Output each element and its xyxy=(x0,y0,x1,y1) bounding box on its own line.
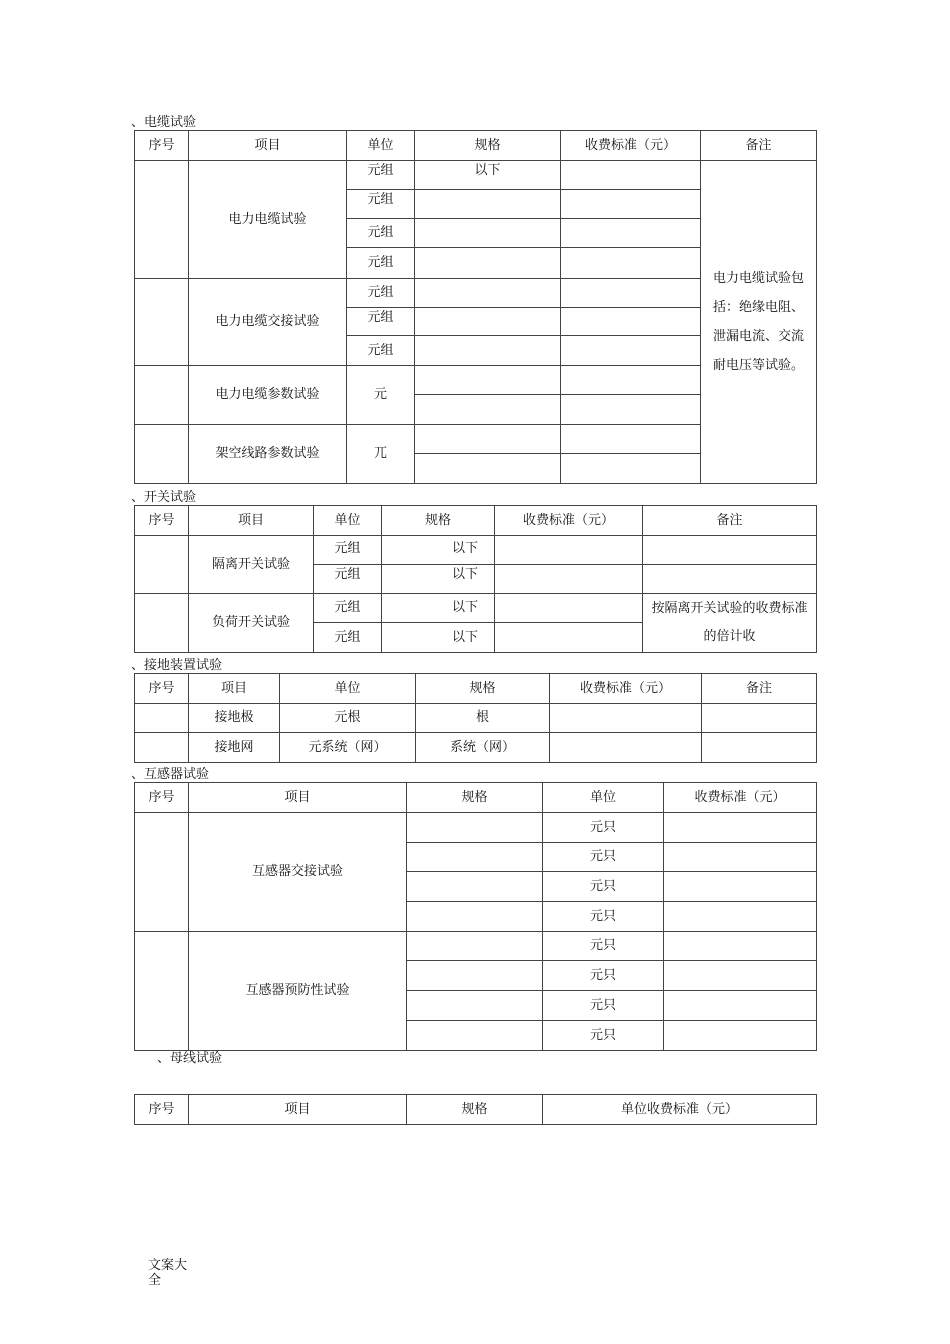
header-item: 项目 xyxy=(189,1095,407,1125)
fee-cell xyxy=(664,932,817,961)
spec-cell xyxy=(407,932,543,961)
spec-cell: 以下 xyxy=(382,536,495,565)
fee-cell xyxy=(561,279,701,308)
spec-cell xyxy=(415,366,561,395)
cable-test-table xyxy=(134,130,817,484)
ground-test-table xyxy=(134,673,817,763)
item-cell: 架空线路参数试验 xyxy=(189,425,347,484)
fee-cell xyxy=(664,1021,817,1051)
item-cell: 接地极 xyxy=(189,704,280,733)
header-spec: 规格 xyxy=(415,131,561,161)
unit-cell: 元组 xyxy=(347,219,415,248)
section-title-ground: 、接地装置试验 xyxy=(131,658,223,673)
item-cell: 电力电缆试验 xyxy=(189,161,347,279)
header-item: 项目 xyxy=(189,506,314,536)
header-unit: 单位 xyxy=(314,506,382,536)
item-cell: 电力电缆交接试验 xyxy=(189,279,347,366)
item-cell: 互感器交接试验 xyxy=(189,813,407,932)
table-row xyxy=(135,161,817,190)
spec-cell xyxy=(415,190,561,219)
unit-cell: 元组 xyxy=(347,279,415,308)
table-header-row xyxy=(135,131,817,161)
header-spec: 规格 xyxy=(407,783,543,813)
note-cell xyxy=(702,704,817,733)
unit-cell: 元根 xyxy=(280,704,416,733)
item-cell: 电力电缆参数试验 xyxy=(189,366,347,425)
unit-cell: 元只 xyxy=(543,991,664,1021)
note-cell: 电力电缆试验包括：绝缘电阻、泄漏电流、交流耐电压等试验。 xyxy=(701,161,817,484)
unit-cell: 元系统（网） xyxy=(280,733,416,763)
header-item: 项目 xyxy=(189,131,347,161)
table-header-row xyxy=(135,783,817,813)
header-note: 备注 xyxy=(702,674,817,704)
fee-cell xyxy=(664,843,817,872)
fee-cell xyxy=(561,454,701,484)
index-cell xyxy=(135,813,189,932)
spec-cell xyxy=(415,248,561,279)
table-row xyxy=(135,733,817,763)
unit-cell: 元只 xyxy=(543,813,664,843)
section-title-switch: 、开关试验 xyxy=(131,490,197,505)
fee-cell xyxy=(664,961,817,991)
spec-cell: 系统（网） xyxy=(416,733,550,763)
index-cell xyxy=(135,366,189,425)
switch-test-table xyxy=(134,505,817,653)
unit-cell: 元 xyxy=(347,366,415,425)
fee-cell xyxy=(561,219,701,248)
note-cell xyxy=(702,733,817,763)
unit-cell: 元只 xyxy=(543,1021,664,1051)
header-fee: 收费标准（元） xyxy=(561,131,701,161)
header-unit: 单位 xyxy=(280,674,416,704)
header-note: 备注 xyxy=(643,506,817,536)
spec-cell: 以下 xyxy=(382,594,495,623)
fee-cell xyxy=(495,565,643,594)
spec-cell xyxy=(415,336,561,366)
spec-cell xyxy=(415,425,561,454)
fee-cell xyxy=(561,248,701,279)
unit-cell: 元组 xyxy=(347,308,415,336)
index-cell xyxy=(135,594,189,653)
table-header-row xyxy=(135,506,817,536)
spec-cell: 以下 xyxy=(382,623,495,653)
fee-cell xyxy=(550,704,702,733)
spec-cell xyxy=(407,813,543,843)
table-row xyxy=(135,536,817,565)
header-fee: 收费标准（元） xyxy=(664,783,817,813)
header-fee: 收费标准（元） xyxy=(495,506,643,536)
table-row xyxy=(135,813,817,843)
index-cell xyxy=(135,161,189,279)
header-unit: 单位 xyxy=(543,783,664,813)
unit-cell: 元只 xyxy=(543,872,664,902)
index-cell xyxy=(135,425,189,484)
index-cell xyxy=(135,704,189,733)
index-cell xyxy=(135,932,189,1051)
unit-cell: 元只 xyxy=(543,843,664,872)
header-index: 序号 xyxy=(135,1095,189,1125)
unit-cell: 元只 xyxy=(543,902,664,932)
header-note: 备注 xyxy=(701,131,817,161)
fee-cell xyxy=(561,336,701,366)
transformer-test-table xyxy=(134,782,817,1051)
header-index: 序号 xyxy=(135,131,189,161)
fee-cell xyxy=(561,161,701,190)
fee-cell xyxy=(664,813,817,843)
spec-cell: 以下 xyxy=(415,161,561,190)
header-spec: 规格 xyxy=(407,1095,543,1125)
spec-cell xyxy=(407,1021,543,1051)
fee-cell xyxy=(561,425,701,454)
unit-cell: 元组 xyxy=(347,161,415,190)
fee-cell xyxy=(550,733,702,763)
spec-cell xyxy=(415,219,561,248)
header-fee: 收费标准（元） xyxy=(550,674,702,704)
fee-cell xyxy=(561,190,701,219)
header-spec: 规格 xyxy=(382,506,495,536)
item-cell: 互感器预防性试验 xyxy=(189,932,407,1051)
spec-cell: 根 xyxy=(416,704,550,733)
busbar-test-table xyxy=(134,1094,817,1125)
fee-cell xyxy=(561,366,701,395)
index-cell xyxy=(135,279,189,366)
spec-cell xyxy=(407,902,543,932)
spec-cell xyxy=(407,843,543,872)
spec-cell xyxy=(407,872,543,902)
fee-cell xyxy=(561,308,701,336)
unit-cell: 元组 xyxy=(314,623,382,653)
fee-cell xyxy=(664,991,817,1021)
fee-cell xyxy=(495,594,643,623)
section-title-busbar: 、母线试验 xyxy=(157,1051,223,1066)
note-cell xyxy=(643,565,817,594)
item-cell: 接地网 xyxy=(189,733,280,763)
table-row xyxy=(135,932,817,961)
table-row xyxy=(135,704,817,733)
spec-cell xyxy=(407,991,543,1021)
index-cell xyxy=(135,536,189,594)
table-header-row xyxy=(135,1095,817,1125)
header-spec: 规格 xyxy=(416,674,550,704)
header-unit: 单位 xyxy=(347,131,415,161)
item-cell: 隔离开关试验 xyxy=(189,536,314,594)
spec-cell xyxy=(407,961,543,991)
item-cell: 负荷开关试验 xyxy=(189,594,314,653)
fee-cell xyxy=(664,902,817,932)
fee-cell xyxy=(561,395,701,425)
header-unit-fee: 单位收费标准（元） xyxy=(543,1095,817,1125)
footer-text: 文案大全 xyxy=(148,1258,188,1288)
unit-cell: 兀 xyxy=(347,425,415,484)
spec-cell xyxy=(415,308,561,336)
unit-cell: 元组 xyxy=(347,248,415,279)
note-cell: 按隔离开关试验的收费标准的倍计收 xyxy=(643,594,817,653)
spec-cell xyxy=(415,279,561,308)
unit-cell: 元组 xyxy=(347,336,415,366)
header-index: 序号 xyxy=(135,674,189,704)
spec-cell xyxy=(415,454,561,484)
table-row xyxy=(135,594,817,623)
unit-cell: 元组 xyxy=(347,190,415,219)
unit-cell: 元只 xyxy=(543,961,664,991)
header-index: 序号 xyxy=(135,506,189,536)
unit-cell: 元组 xyxy=(314,565,382,594)
spec-cell: 以下 xyxy=(382,565,495,594)
section-title-cable: 、电缆试验 xyxy=(131,115,197,130)
header-index: 序号 xyxy=(135,783,189,813)
section-title-transformer: 、互感器试验 xyxy=(131,767,210,782)
header-item: 项目 xyxy=(189,783,407,813)
header-item: 项目 xyxy=(189,674,280,704)
fee-cell xyxy=(495,536,643,565)
unit-cell: 元只 xyxy=(543,932,664,961)
fee-cell xyxy=(495,623,643,653)
note-cell xyxy=(643,536,817,565)
index-cell xyxy=(135,733,189,763)
fee-cell xyxy=(664,872,817,902)
table-header-row xyxy=(135,674,817,704)
unit-cell: 元组 xyxy=(314,536,382,565)
spec-cell xyxy=(415,395,561,425)
unit-cell: 元组 xyxy=(314,594,382,623)
